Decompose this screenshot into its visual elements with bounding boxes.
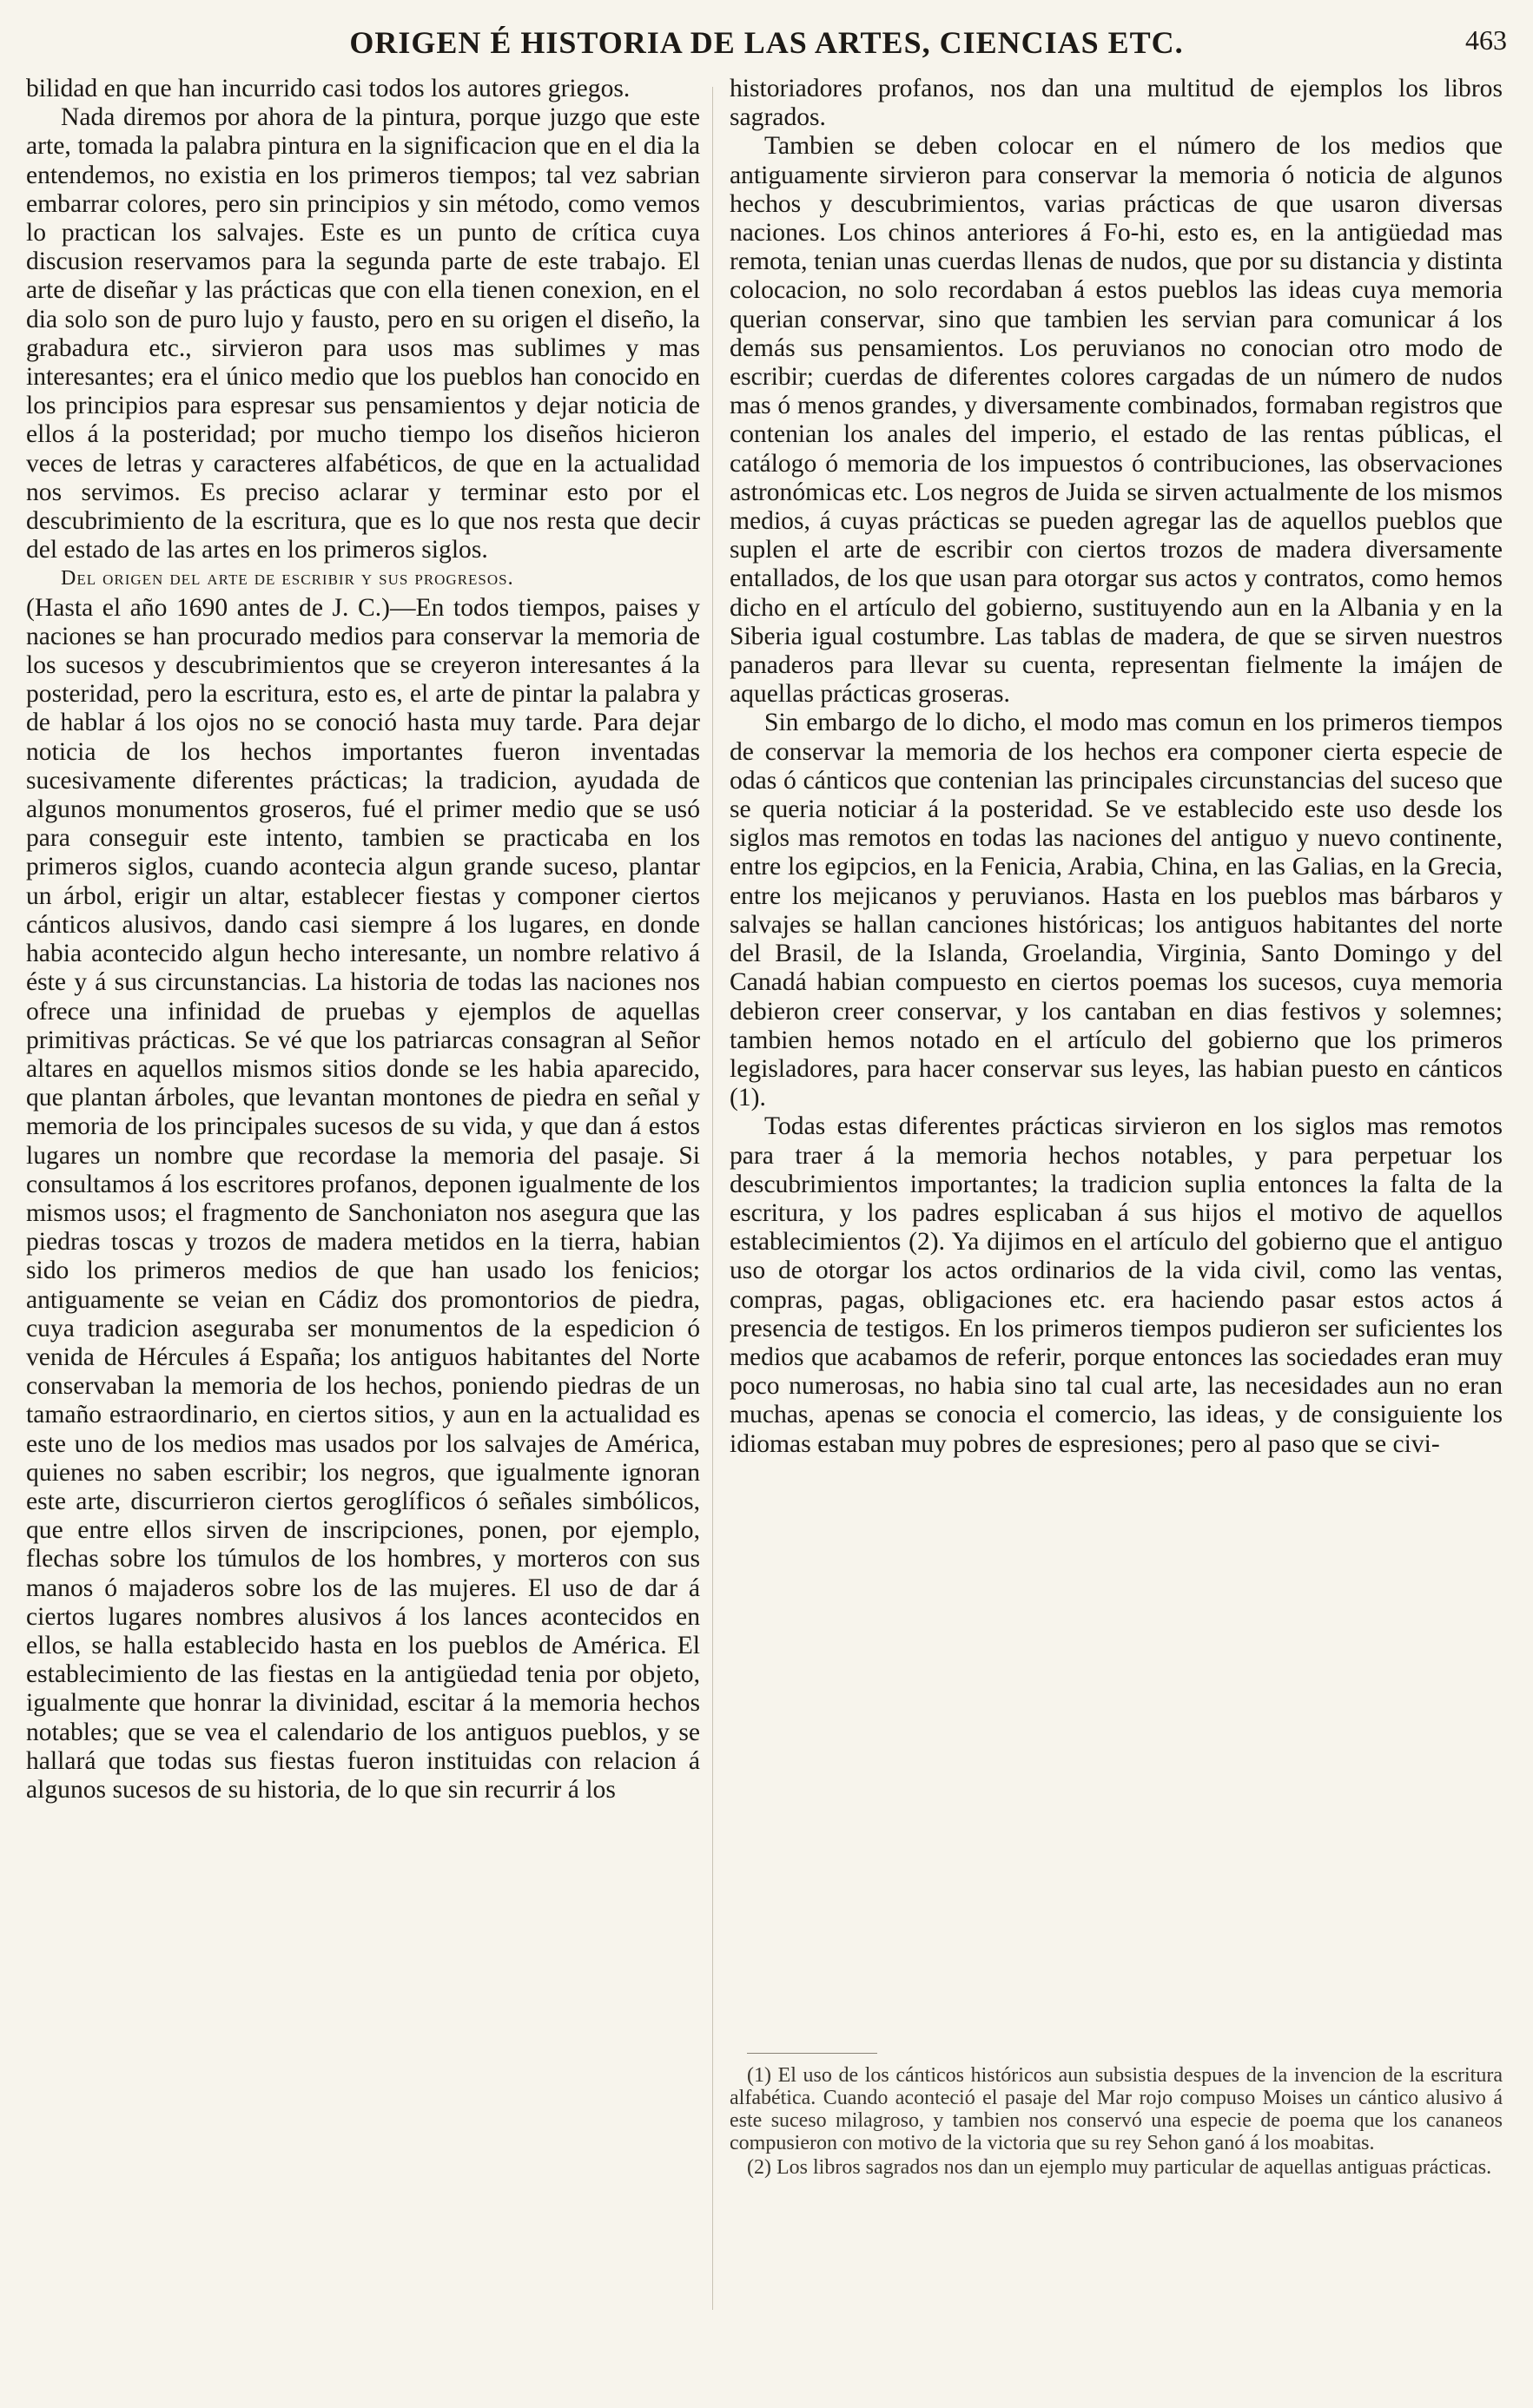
footnotes: [730, 2053, 1503, 2180]
paragraph: historiadores profanos, nos dan una multitud de ejemplos los libros sagrados.: [730, 75, 1503, 132]
page-number: 463: [1465, 24, 1507, 56]
page-header: [26, 24, 1507, 73]
paragraph: Sin embargo de lo dicho, el modo mas comun en los primeros tiempos de conservar la memoria de los hechos era componer cierta especie de odas ó cánticos que contenian las principales circunstancias del suceso que se queria noticiar á la posteridad. Se ve establecido este uso desde los siglos mas remotos en todas las naciones del antiguo y nuevo continente, entre los egipcios, en la Fenicia, Arabia, China, en las Galias, en la Grecia, entre los mejicanos y peruvianos. Hasta en los pueblos mas bárbaros y salvajes se hallan canciones históricas; los antiguos habitantes del norte del Brasil, de la Islanda, Groelandia, Virginia, Santo Domingo y del Canadá habian compuesto en ciertos poemas los sucesos, cuya memoria debieron creer conservar, y los cantaban en dias festivos y solemnes; tambien hemos notado en el artículo del gobierno que los primeros legisladores, para hacer conservar sus leyes, las habian puesto en cánticos (1).: [730, 709, 1503, 1112]
paragraph: Todas estas diferentes prácticas sirvieron en los siglos mas remotos para traer á la memoria hechos notables, y para perpetuar los descubrimientos importantes; la tradicion suplia entonces la falta de la escritura, y los padres esplicaban á sus hijos el motivo de aquellos establecimientos (2). Ya dijimos en el artículo del gobierno que el antiguo uso de otorgar los actos ordinarios de la vida civil, como las ventas, compras, pagas, obligaciones etc. era haciendo pasar estos actos á presencia de testigos. En los primeros tiempos pudieron ser suficientes los medios que acabamos de referir, porque entonces las sociedades eran muy poco numerosas, no habia sino tal cual arte, las necesidades aun no eran muchas, apenas se conocia el comercio, las ideas, y de consiguiente los idiomas estaban muy pobres de espresiones; pero al paso que se civi-: [730, 1112, 1503, 1458]
paragraph: Tambien se deben colocar en el número de los medios que antiguamente sirvieron para conservar la memoria ó noticia de algunos hechos y descubrimientos, varias prácticas de que usaron diversas naciones. Los chinos anteriores á Fo-hi, esto es, en la antigüedad mas remota, tenian unas cuerdas llenas de nudos, que por su distancia y distinta colocacion, no solo recordaban á estos pueblos las ideas cuya memoria querian conservar, sino que tambien les servian para comunicar á los demás sus pensamientos. Los peruvianos no conocian otro modo de escribir; cuerdas de diferentes colores cargadas de un número de nudos mas ó menos grandes, y diversamente combinados, formaban registros que contenian los anales del imperio, el estado de las rentas públicas, el catálogo ó memoria de los impuestos ó contribuciones, las observaciones astronómicas etc. Los negros de Juida se sirven actualmente de los mismos medios, á cuyas prácticas se pueden agregar las de aquellos pueblos que suplen el arte de escribir con ciertos trozos de madera diversamente entallados, de los que usan para otorgar sus actos y contratos, como hemos dicho en el artículo del gobierno, sustituyendo aun en la Albania y en la Siberia igual costumbre. Las tablas de madera, de que se sirven nuestros panaderos para llevar su cuenta, representan fielmente la imájen de aquellas prácticas groseras.: [730, 132, 1503, 709]
paragraph: bilidad en que han incurrido casi todos los autores griegos.: [26, 75, 631, 102]
footnote-rule: [747, 2053, 877, 2054]
footnote: (2) Los libros sagrados nos dan un ejemplo muy particular de aquellas antiguas prácticas.: [747, 2156, 1492, 2179]
left-column: [26, 75, 700, 1804]
running-title: ORIGEN É HISTORIA DE LAS ARTES, CIENCIAS ETC.: [349, 25, 1184, 60]
paragraph: (Hasta el año 1690 antes de J. C.)—En todos tiempos, paises y naciones se han procurado medios para conservar la memoria de los sucesos y descubrimientos que se creyeron interesantes á la posteridad, pero la escritura, esto es, el arte de pintar la palabra y de hablar á los ojos no se conoció hasta muy tarde. Para dejar noticia de los hechos importantes fueron inventadas sucesivamente diferentes prácticas; la tradicion, ayudada de algunos monumentos groseros, fué el primer medio que se usó para conseguir este intento, tambien se practicaba en los primeros siglos, cuando acontecia algun grande suceso, plantar un árbol, erigir un altar, establecer fiestas y componer ciertos cánticos alusivos, dando casi siempre á los lugares, en donde habia acontecido algun hecho interesante, un nombre relativo á éste y á sus circunstancias. La historia de todas las naciones nos ofrece una infinidad de pruebas y ejemplos de aquellas primitivas prácticas. Se vé que los patriarcas consagran al Señor altares en aquellos mismos sitios donde se les habia aparecido, que plantan árboles, que levantan montones de piedra en señal y memoria de los principales sucesos de su vida, y que dan á estos lugares un nombre que recordase la memoria del pasaje. Si consultamos á los escritores profanos, deponen igualmente de los mismos usos; el fragmento de Sanchoniaton nos asegura que las piedras toscas y trozos de madera metidos en la tierra, habian sido los primeros medios de que han usado los fenicios; antiguamente se veian en Cádiz dos promontorios de piedra, cuya tradicion aseguraba ser monumentos de la espedicion ó venida de Hércules á España; los antiguos habitantes del Norte conservaban la memoria de los hechos, poniendo piedras de un tamaño estraordinario, en ciertos sitios, y aun en la actualidad es este uno de los medios mas usados por los salvajes de América, quienes no saben escribir; los negros, que igualmente ignoran este arte, discurrieron ciertos geroglíficos ó señales simbólicos, que entre ellos sirven de inscripciones, ponen, por ejemplo, flechas sobre los túmulos de los hombres, y morteros con sus manos ó majaderos sobre los de las mujeres. El uso de dar á ciertos lugares nombres alusivos á los lances acontecidos en ellos, se halla establecido hasta en los pueblos de América. El establecimiento de las fiestas en la antigüedad tenia por objeto, igualmente que honrar la divinidad, escitar á la memoria hechos notables; que se vea el calendario de los antiguos pueblos, y se hallará que todas sus fiestas fueron instituidas con relacion á algunos sucesos de su historia, de lo que sin recurrir á los: [26, 593, 700, 1804]
footnote: (1) El uso de los cánticos históricos aun subsistia despues de la invencion de la escritura alfabética. Cuando aconteció el pasaje del Mar rojo compuso Moises un cántico alusivo á este suceso milagroso, y tambien nos conservó una especie de poema que los cananeos compusieron con motivo de la victoria que su rey Sehon ganó á los moabitas.: [730, 2064, 1503, 2154]
section-heading: Del origen del arte de escribir y sus progresos.: [61, 567, 514, 590]
paragraph: Nada diremos por ahora de la pintura, porque juzgo que este arte, tomada la palabra pintura en la significacion que en el dia la entendemos, no existia en los primeros tiempos; tal vez sabrian embarrar colores, pero sin principios y sin método, como vemos lo practican los salvajes. Este es un punto de crítica cuya discusion reservamos para la segunda parte de este trabajo. El arte de diseñar y las prácticas que con ella tienen conexion, en el dia solo son de puro lujo y fausto, pero en su origen el diseño, la grabadura etc., sirvieron para usos mas sublimes y mas interesantes; era el único medio que los pueblos han conocido en los principios para espresar sus pensamientos y dejar noticia de ellos á la posteridad; por mucho tiempo los diseños hicieron veces de letras y caracteres alfabéticos, de que en la actualidad nos servimos. Es preciso aclarar y terminar esto por el descubrimiento de la escritura, que es lo que nos resta que decir del estado de las artes en los primeros siglos.: [26, 103, 700, 564]
column-divider: [712, 87, 713, 2310]
right-column: [730, 75, 1503, 1459]
